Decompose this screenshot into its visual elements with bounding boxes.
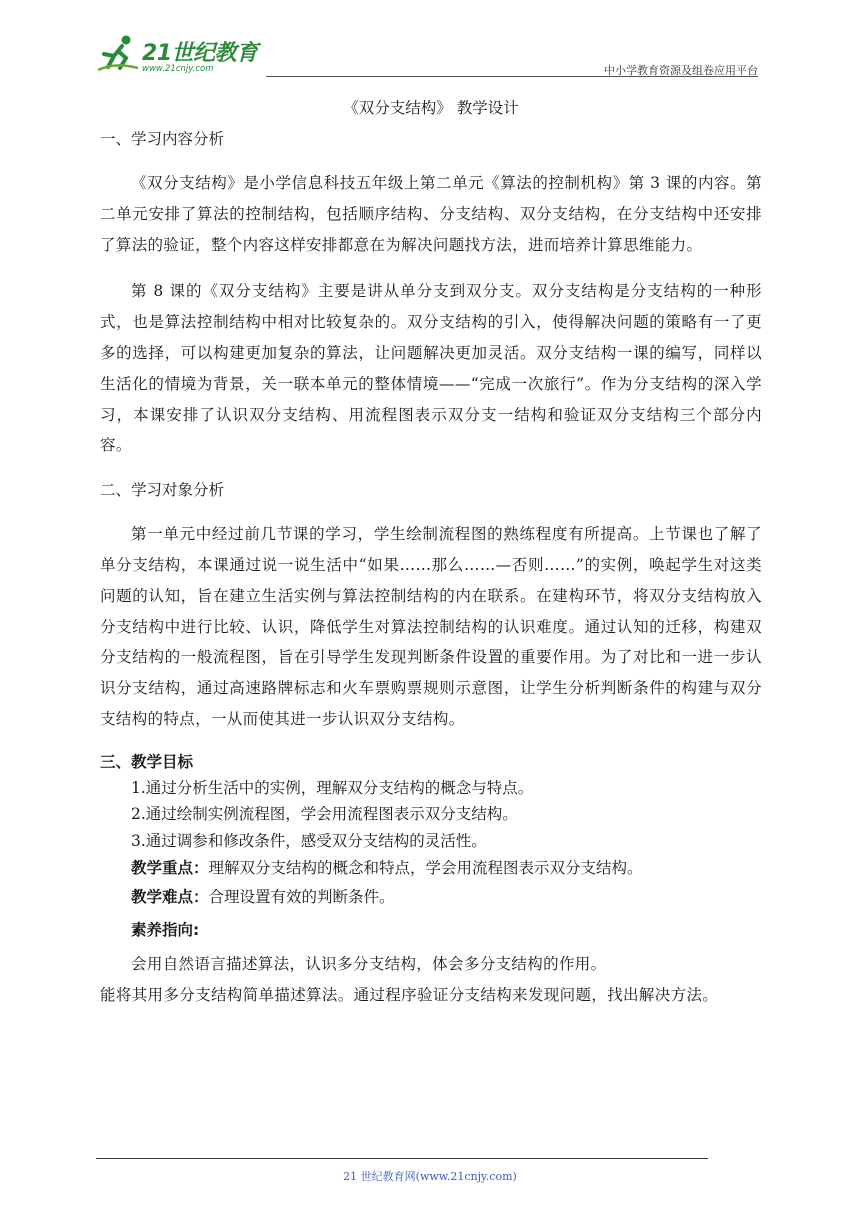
platform-name: 中小学教育资源及组卷应用平台 [604, 64, 758, 77]
literacy-paragraph: 会用自然语言描述算法，认识多分支结构，体会多分支结构的作用。 [131, 955, 607, 974]
difficulty-point [100, 883, 762, 912]
section-heading-teaching-goals: 三、教学目标 [100, 752, 194, 771]
site-logo [96, 34, 266, 74]
goal-item: 3.通过调参和修改条件，感受双分支结构的灵活性。 [131, 831, 487, 850]
section-heading-learner-analysis: 二、学习对象分析 [100, 481, 225, 500]
page-header [96, 30, 758, 78]
paragraph: 第一单元中经过前几节课的学习，学生绘制流程图的熟练程度有所提高。上节课也了解了单分支结构，本课通过说一说生活中“如果……那么……—否则……”的实例，唤起学生对这类问题的认知，旨在建立生活实例与算法控制结构的内在联系。在建构环节，将双分支结构放入分支结构中进行比较、认识，降低学生对算法控制结构的认识难度。通过认知的迁移，构建双分支结构的一般流程图，旨在引导学生发现判断条件设置的重要作用。为了对比和一进一步认识分支结构，通过高速路牌标志和火车票购票规则示意图，让学生分析判断条件的构建与双分支结构的特点，一从而使其进一步认识双分支结构。 [100, 525, 762, 728]
goal-item: 1.通过分析生活中的实例，理解双分支结构的概念与特点。 [131, 778, 534, 797]
key-point [100, 854, 762, 883]
key-point-text: 理解双分支结构的概念和特点，学会用流程图表示双分支结构。 [208, 859, 643, 878]
difficulty-label: 教学难点： [131, 888, 209, 907]
section-heading-content-analysis: 一、学习内容分析 [100, 130, 225, 148]
closing-line: 能将其用多分支结构简单描述算法。通过程序验证分支结构来发现问题，找出解决方法。 [100, 986, 719, 1005]
literacy-heading [100, 916, 762, 945]
paragraph: 《双分支结构》是小学信息科技五年级上第二单元《算法的控制机构》第 3 课的内容。第二单元安排了算法的控制结构，包括顺序结构、分支结构、双分支结构，在分支结构中还安排了算法的验证，整个内容这样安排都意在为解决问题找方法，进而培养计算思维能力。 [100, 174, 762, 254]
footer-link[interactable]: 21 世纪教育网(www.21cnjy.com) [343, 1170, 517, 1183]
literacy-label: 素养指向: [131, 921, 200, 940]
key-point-label: 教学重点： [131, 859, 209, 878]
runner-logo-icon [96, 34, 140, 74]
difficulty-text: 合理设置有效的判断条件。 [208, 888, 395, 907]
document-body [100, 95, 762, 1010]
logo-url: www.21cnjy.com [142, 64, 214, 74]
document-title: 《双分支结构》 教学设计 [343, 99, 519, 117]
goal-item: 2.通过绘制实例流程图，学会用流程图表示双分支结构。 [131, 805, 518, 824]
logo-text: 21世纪教育 [142, 41, 258, 66]
header-divider [266, 76, 758, 77]
paragraph: 第 8 课的《双分支结构》主要是讲从单分支到双分支。双分支结构是分支结构的一种形式，也是算法控制结构中相对比较复杂的。双分支结构的引入，使得解决问题的策略有一了更多的选择，可以构建更加复杂的算法，让问题解决更加灵活。双分支结构一课的编写，同样以生活化的情境为背景，关一联本单元的整体情境——“完成一次旅行”。作为分支结构的深入学习，本课安排了认识双分支结构、用流程图表示双分支一结构和验证双分支结构三个部分内容。 [100, 282, 762, 455]
footer-divider [96, 1158, 708, 1159]
